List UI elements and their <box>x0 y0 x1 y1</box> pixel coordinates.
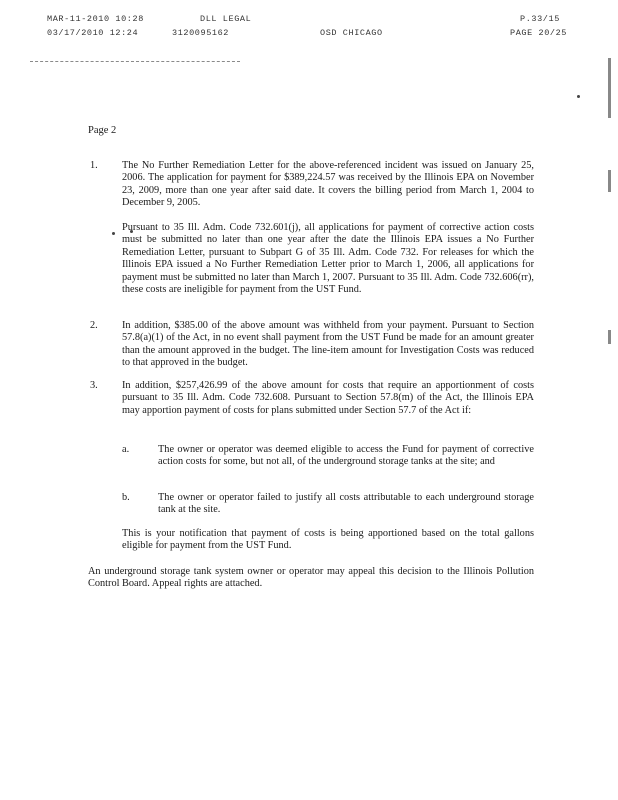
fax-header-line1-left: MAR-11-2010 10:28 <box>47 14 144 24</box>
scan-margin-bar <box>608 330 611 344</box>
fax-header-line2-center: OSD CHICAGO <box>320 28 383 38</box>
item-number: 2. <box>90 320 98 331</box>
item-1-paragraph: The No Further Remediation Letter for the above-referenced incident was issued on January 25, 2006. The application for payment for $389,224.57 was received by the Illinois EPA on November 23, 2009, more than one year after said date. It covers the billing period from March 1, 2004 to December 9, 2005. <box>122 160 534 209</box>
fax-header-line2-right: PAGE 20/25 <box>510 28 568 38</box>
subitem-text: The owner or operator was deemed eligible to access the Fund for payment of corrective action costs for some, but not all, of the underground storage tanks at the site; and <box>158 444 534 468</box>
subitem-text: The owner or operator failed to justify all costs attributable to each underground storage tank at the site. <box>158 492 534 516</box>
item-number: 1. <box>90 160 98 171</box>
item-number: 3. <box>90 380 98 391</box>
subitem-letter: a. <box>122 444 130 455</box>
page-label: Page 2 <box>88 125 117 136</box>
item-3-closing: This is your notification that payment of costs is being apportioned based on the total gallons eligible for payment from the UST Fund. <box>122 528 534 552</box>
scan-margin-bar <box>608 170 611 192</box>
fax-header-line1-middle: DLL LEGAL <box>200 14 252 24</box>
scan-speck <box>577 95 580 98</box>
appeal-notice: An underground storage tank system owner or operator may appeal this decision to the Illinois Pollution Control Board. Appeal rights are attached. <box>88 566 534 590</box>
fax-header-line2-left: 03/17/2010 12:24 <box>47 28 139 38</box>
item-1-paragraph: Pursuant to 35 Ill. Adm. Code 732.601(j), all applications for payment of corrective action costs must be submitted no later than one year after the date the Illinois EPA issues a No Further Remediation Letter, pursuant to Subpart G of 35 Ill. Adm. Code 732. For releases for which the Illinois EPA issued a No Further Remediation Letter prior to March 1, 2006, all applications for payment must be submitted no later than March 1, 2007. Pursuant to 35 Ill. Adm. Code 732.606(rr), these costs are ineligible for payment from the UST Fund. <box>122 222 534 296</box>
scan-speck <box>112 232 115 235</box>
item-2-paragraph: In addition, $385.00 of the above amount was withheld from your payment. Pursuant to Section 57.8(a)(1) of the Act, in no event shall payment from the UST Fund be made for an amount greater than the amount approved in the budget. The line-item amount for Investigation Costs was reduced to that approved in the budget. <box>122 320 534 369</box>
scan-margin-bar <box>608 58 611 118</box>
fax-header-line2-middle: 3120095162 <box>172 28 230 38</box>
item-3-intro: In addition, $257,426.99 of the above amount for costs that require an apportionment of costs pursuant to 35 Ill. Adm. Code 732.608. Pursuant to Section 57.8(m) of the Act, the Illinois EPA may apportion payment of costs for plans submitted under Section 57.7 of the Act if: <box>122 380 534 416</box>
subitem-letter: b. <box>122 492 130 503</box>
scan-dashed-rule <box>30 61 240 62</box>
fax-header-line1-right: P.33/15 <box>520 14 560 24</box>
